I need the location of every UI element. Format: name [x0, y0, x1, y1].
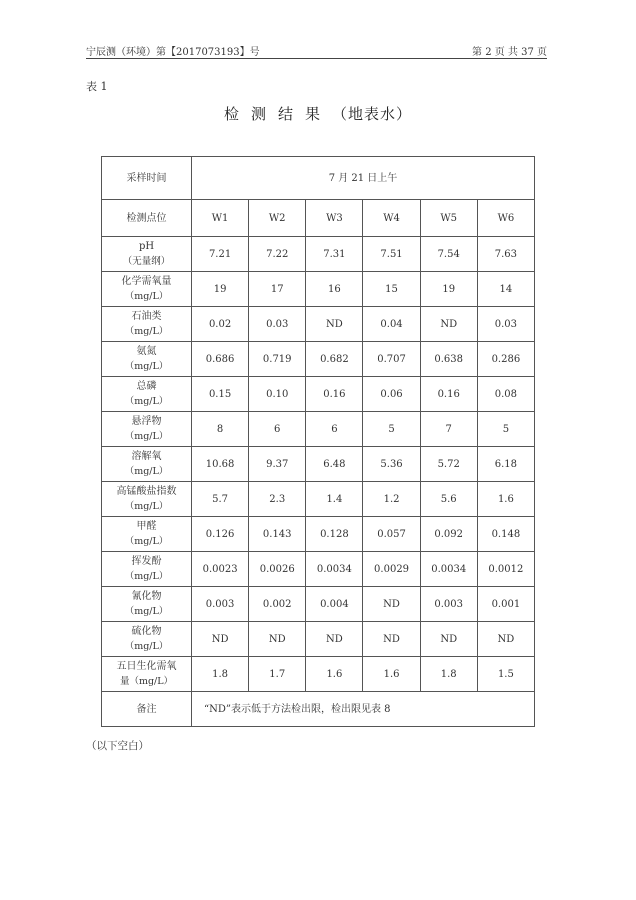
value-cell: 0.0012: [477, 552, 534, 587]
footer-note: （以下空白）: [86, 740, 149, 752]
parameter-unit: （mg/L）: [124, 431, 169, 442]
parameter-unit: （mg/L）: [124, 641, 169, 652]
value-cell: 1.2: [363, 482, 420, 517]
parameter-cell: [102, 657, 192, 692]
parameter-name: 硫化物: [131, 626, 162, 637]
parameter-cell: [102, 447, 192, 482]
point-header: W3: [306, 200, 363, 237]
value-cell: 0.707: [363, 342, 420, 377]
value-cell: 0.08: [477, 377, 534, 412]
table-row: [102, 587, 535, 622]
value-cell: 0.126: [192, 517, 249, 552]
value-cell: 14: [477, 272, 534, 307]
value-cell: 6.18: [477, 447, 534, 482]
sampling-time-row: [102, 157, 535, 200]
value-cell: 1.6: [477, 482, 534, 517]
value-cell: 7.51: [363, 237, 420, 272]
parameter-name: 溶解氧: [131, 451, 162, 462]
parameter-unit: （mg/L）: [124, 396, 169, 407]
value-cell: 1.6: [363, 657, 420, 692]
parameter-cell: [102, 342, 192, 377]
table-row: [102, 412, 535, 447]
value-cell: 0.0034: [306, 552, 363, 587]
value-cell: 0.092: [420, 517, 477, 552]
parameter-name: 化学需氧量: [121, 276, 172, 287]
parameter-cell: [102, 237, 192, 272]
points-row: [102, 200, 535, 237]
value-cell: 5: [363, 412, 420, 447]
parameter-unit: （mg/L）: [124, 326, 169, 337]
value-cell: 0.0023: [192, 552, 249, 587]
value-cell: 0.686: [192, 342, 249, 377]
point-header: W5: [420, 200, 477, 237]
value-cell: ND: [249, 622, 306, 657]
value-cell: 1.8: [192, 657, 249, 692]
sampling-time-label: 采样时间: [102, 157, 192, 200]
value-cell: ND: [363, 622, 420, 657]
points-label: 检测点位: [102, 200, 192, 237]
parameter-name: 高锰酸盐指数: [116, 486, 177, 497]
title-main: 检测结果: [223, 105, 332, 123]
parameter-unit: 量（mg/L）: [119, 676, 174, 687]
page-info: 第 2 页 共 37 页: [472, 47, 547, 58]
value-cell: 0.04: [363, 307, 420, 342]
table-row: [102, 342, 535, 377]
value-cell: 0.003: [420, 587, 477, 622]
value-cell: 0.0029: [363, 552, 420, 587]
table-row: [102, 657, 535, 692]
note-label: 备注: [102, 692, 192, 727]
value-cell: 5.72: [420, 447, 477, 482]
value-cell: 0.15: [192, 377, 249, 412]
parameter-name: 氰化物: [131, 591, 162, 602]
value-cell: 0.001: [477, 587, 534, 622]
note-text: “ND”表示低于方法检出限，检出限见表 8: [192, 692, 535, 727]
value-cell: 5.36: [363, 447, 420, 482]
table-row: [102, 482, 535, 517]
value-cell: ND: [420, 622, 477, 657]
table-row: [102, 307, 535, 342]
parameter-unit: （mg/L）: [124, 291, 169, 302]
parameter-unit: （mg/L）: [124, 501, 169, 512]
parameter-cell: [102, 377, 192, 412]
value-cell: 5.6: [420, 482, 477, 517]
title-sub: （地表水）: [332, 105, 413, 123]
parameter-cell: [102, 622, 192, 657]
parameter-name: 甲醛: [136, 521, 157, 532]
value-cell: 0.002: [249, 587, 306, 622]
value-cell: ND: [306, 622, 363, 657]
parameter-cell: [102, 307, 192, 342]
page-header: [86, 40, 547, 59]
parameter-name: 挥发酚: [131, 556, 162, 567]
value-cell: 0.03: [477, 307, 534, 342]
parameter-name: 悬浮物: [131, 416, 162, 427]
value-cell: 19: [192, 272, 249, 307]
table-row: [102, 517, 535, 552]
value-cell: 0.10: [249, 377, 306, 412]
value-cell: 0.16: [420, 377, 477, 412]
value-cell: 2.3: [249, 482, 306, 517]
document-title: [0, 103, 636, 124]
value-cell: ND: [192, 622, 249, 657]
value-cell: 8: [192, 412, 249, 447]
value-cell: 0.286: [477, 342, 534, 377]
parameter-name: 石油类: [131, 311, 162, 322]
value-cell: 1.5: [477, 657, 534, 692]
value-cell: 7: [420, 412, 477, 447]
parameter-cell: [102, 552, 192, 587]
report-number: 宁辰测（环境）第【2017073193】号: [86, 47, 260, 58]
parameter-name: 五日生化需氧: [116, 661, 177, 672]
value-cell: 19: [420, 272, 477, 307]
value-cell: 0.06: [363, 377, 420, 412]
value-cell: 9.37: [249, 447, 306, 482]
point-header: W1: [192, 200, 249, 237]
value-cell: 0.16: [306, 377, 363, 412]
table-row: [102, 622, 535, 657]
value-cell: 1.7: [249, 657, 306, 692]
parameter-unit: （mg/L）: [124, 466, 169, 477]
value-cell: 0.143: [249, 517, 306, 552]
parameter-unit: （mg/L）: [124, 536, 169, 547]
value-cell: ND: [363, 587, 420, 622]
results-table: [101, 156, 535, 727]
parameter-name: 氨氮: [136, 346, 157, 357]
parameter-cell: [102, 587, 192, 622]
value-cell: 6: [306, 412, 363, 447]
table-row: [102, 447, 535, 482]
value-cell: 5: [477, 412, 534, 447]
value-cell: 0.057: [363, 517, 420, 552]
table-row: [102, 237, 535, 272]
note-row: [102, 692, 535, 727]
value-cell: 0.638: [420, 342, 477, 377]
parameter-unit: （mg/L）: [124, 361, 169, 372]
parameter-name: pH: [138, 241, 155, 252]
parameter-unit: （mg/L）: [124, 606, 169, 617]
value-cell: 7.21: [192, 237, 249, 272]
point-header: W2: [249, 200, 306, 237]
value-cell: 15: [363, 272, 420, 307]
point-header: W6: [477, 200, 534, 237]
parameter-name: 总磷: [136, 381, 157, 392]
value-cell: 7.63: [477, 237, 534, 272]
value-cell: ND: [477, 622, 534, 657]
point-header: W4: [363, 200, 420, 237]
value-cell: 6: [249, 412, 306, 447]
value-cell: 1.8: [420, 657, 477, 692]
value-cell: 6.48: [306, 447, 363, 482]
value-cell: 17: [249, 272, 306, 307]
value-cell: 0.0034: [420, 552, 477, 587]
value-cell: 0.128: [306, 517, 363, 552]
value-cell: 0.0026: [249, 552, 306, 587]
value-cell: 0.02: [192, 307, 249, 342]
parameter-unit: （无量纲）: [122, 256, 171, 267]
parameter-cell: [102, 412, 192, 447]
value-cell: 0.719: [249, 342, 306, 377]
value-cell: 5.7: [192, 482, 249, 517]
parameter-cell: [102, 482, 192, 517]
value-cell: ND: [306, 307, 363, 342]
value-cell: 1.4: [306, 482, 363, 517]
value-cell: 0.003: [192, 587, 249, 622]
sampling-time-value: 7 月 21 日上午: [192, 157, 535, 200]
value-cell: 1.6: [306, 657, 363, 692]
table-label: 表 1: [86, 80, 108, 93]
table-row: [102, 552, 535, 587]
value-cell: 7.54: [420, 237, 477, 272]
table-row: [102, 377, 535, 412]
value-cell: 10.68: [192, 447, 249, 482]
parameter-unit: （mg/L）: [124, 571, 169, 582]
value-cell: 0.682: [306, 342, 363, 377]
value-cell: 7.22: [249, 237, 306, 272]
value-cell: 0.03: [249, 307, 306, 342]
table-row: [102, 272, 535, 307]
value-cell: 16: [306, 272, 363, 307]
parameter-cell: [102, 272, 192, 307]
parameter-cell: [102, 517, 192, 552]
value-cell: 0.004: [306, 587, 363, 622]
value-cell: 7.31: [306, 237, 363, 272]
value-cell: ND: [420, 307, 477, 342]
value-cell: 0.148: [477, 517, 534, 552]
